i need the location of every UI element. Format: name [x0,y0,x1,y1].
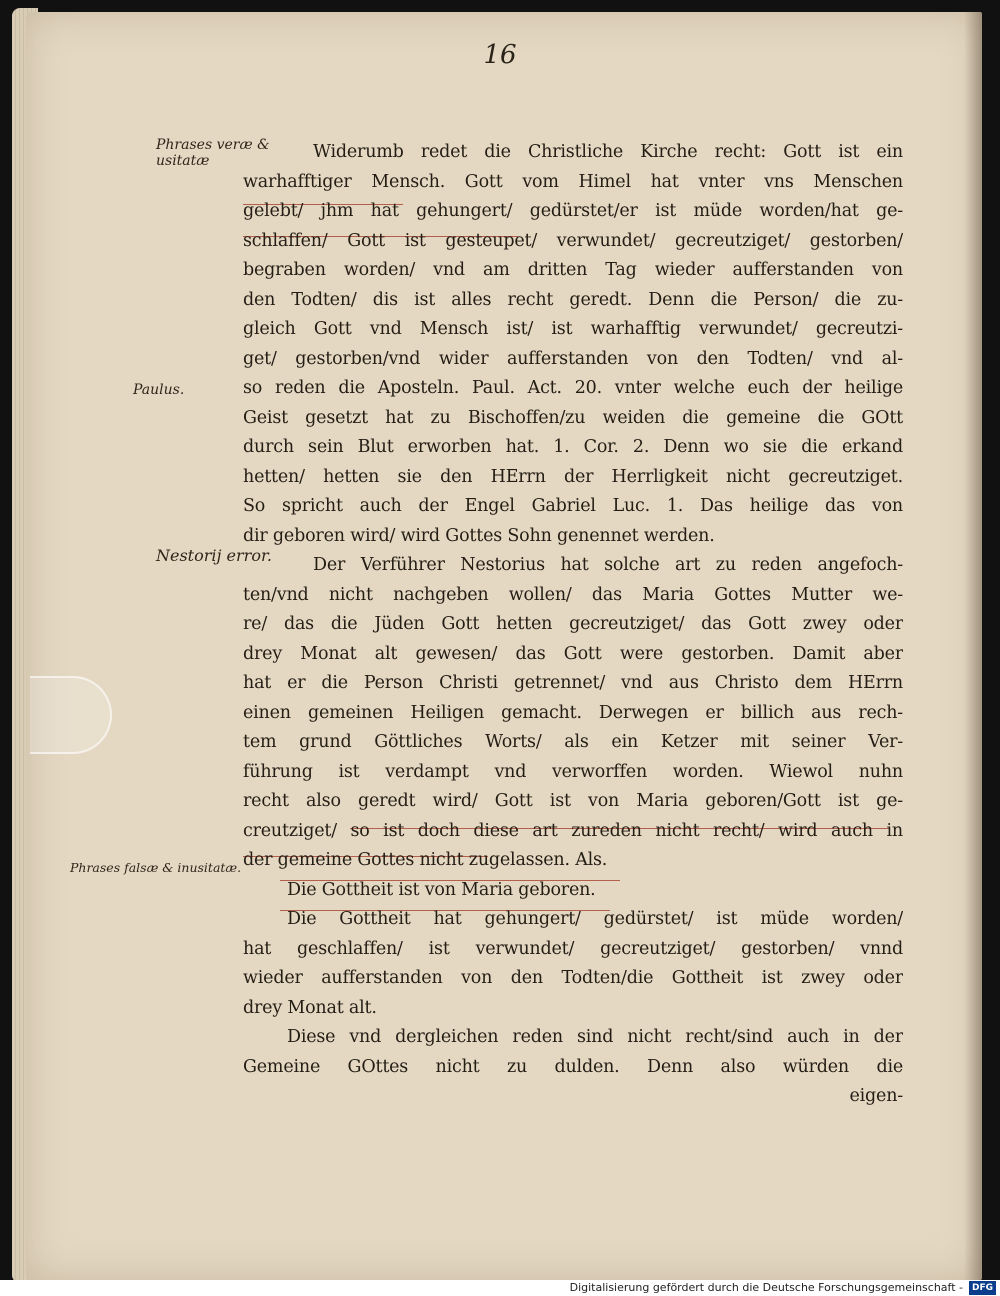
text-line: Die Gottheit ist von Maria geboren. [287,879,596,900]
text-line: durch sein Blut erworben hat. 1. Cor. 2. Denn wo sie die erkand [243,437,903,457]
digitization-footer [0,1280,1000,1296]
text-line: Gemeine GOttes nicht zu dulden. Denn also würden die [243,1056,903,1077]
text-line: begraben worden/ vnd am dritten Tag wieder aufferstanden von [243,260,903,280]
text-line: Diese vnd dergleichen reden sind nicht recht/sind auch in der [287,1027,903,1047]
margin-note-phrases-falsae: Phrases falsæ & inusitatæ. [70,860,242,875]
text-line: recht also geredt wird/ Gott ist von Maria geboren/Gott ist ge- [243,791,903,811]
text-line: dir geboren wird/ wird Gottes Sohn genennet werden. [243,525,715,546]
text-line: der gemeine Gottes nicht zugelassen. Als. [243,850,608,870]
text-line: so reden die Aposteln. Paul. Act. 20. vnter welche euch der heilige [243,378,903,398]
text-line: führung ist verdampt vnd verworffen worden. Wiewol nuhn [243,761,903,782]
text-line: hat geschlaffen/ ist verwundet/ gecreutziget/ gestorben/ vnnd [243,938,903,959]
text-line: gelebt/ jhm hat gehungert/ gedürstet/er ist müde worden/hat ge- [243,201,903,221]
text-line: creutziget/ so ist doch diese art zureden nicht recht/ wird auch in [243,820,903,841]
page-number: 16 [483,40,517,70]
body-text [243,138,903,1112]
text-line: drey Monat alt. [243,997,377,1018]
text-line: So spricht auch der Engel Gabriel Luc. 1. Das heilige das von [243,496,903,516]
catchword: eigen- [849,1086,903,1106]
text-line: hat er die Person Christi getrennet/ vnd aus Christo dem HErrn [243,673,903,693]
book-clip [30,676,112,754]
dfg-logo: DFG [969,1281,996,1295]
page-gutter [964,12,982,1280]
text-line: den Todten/ dis ist alles recht geredt. Denn die Person/ die zu- [243,289,903,310]
text-line: einen gemeinen Heiligen gemacht. Derwegen er billich aus rech- [243,702,903,723]
text-line: Geist gesetzt hat zu Bischoffen/zu weiden die gemeine die GOtt [243,407,903,428]
footer-credit: Digitalisierung gefördert durch die Deutsche Forschungsgemeinschaft - [569,1281,963,1294]
text-line: warhafftiger Mensch. Gott vom Himel hat vnter vns Menschen [243,171,903,192]
text-line: Widerumb redet die Christliche Kirche recht: Gott ist ein [313,142,903,162]
text-line: hetten/ hetten sie den HErrn der Herrligkeit nicht gecreutziget. [243,466,903,487]
text-line: drey Monat alt gewesen/ das Gott were gestorben. Damit aber [243,643,903,664]
text-line: Der Verführer Nestorius hat solche art zu reden angefoch- [313,555,903,575]
margin-note-phrases-verae: Phrases veræ & usitatæ [156,137,270,169]
text-line: re/ das die Jüden Gott hetten gecreutziget/ das Gott zwey oder [243,614,903,634]
text-line: schlaffen/ Gott ist gesteupet/ verwundet/ gecreutziget/ gestorben/ [243,230,903,251]
margin-note-nestorii-error: Nestorij error. [156,546,272,565]
text-line: tem grund Göttliches Worts/ als ein Ketzer mit seiner Ver- [243,732,903,752]
text-line: Die Gottheit hat gehungert/ gedürstet/ ist müde worden/ [287,909,903,929]
text-line: get/ gestorben/vnd wider aufferstanden von den Todten/ vnd al- [243,348,903,369]
text-line: wieder aufferstanden von den Todten/die Gottheit ist zwey oder [243,968,903,988]
text-line: gleich Gott vnd Mensch ist/ ist warhafftig verwundet/ gecreutzi- [243,319,903,339]
margin-note-paulus: Paulus. [133,382,185,398]
text-line: ten/vnd nicht nachgeben wollen/ das Maria Gottes Mutter we- [243,584,903,605]
